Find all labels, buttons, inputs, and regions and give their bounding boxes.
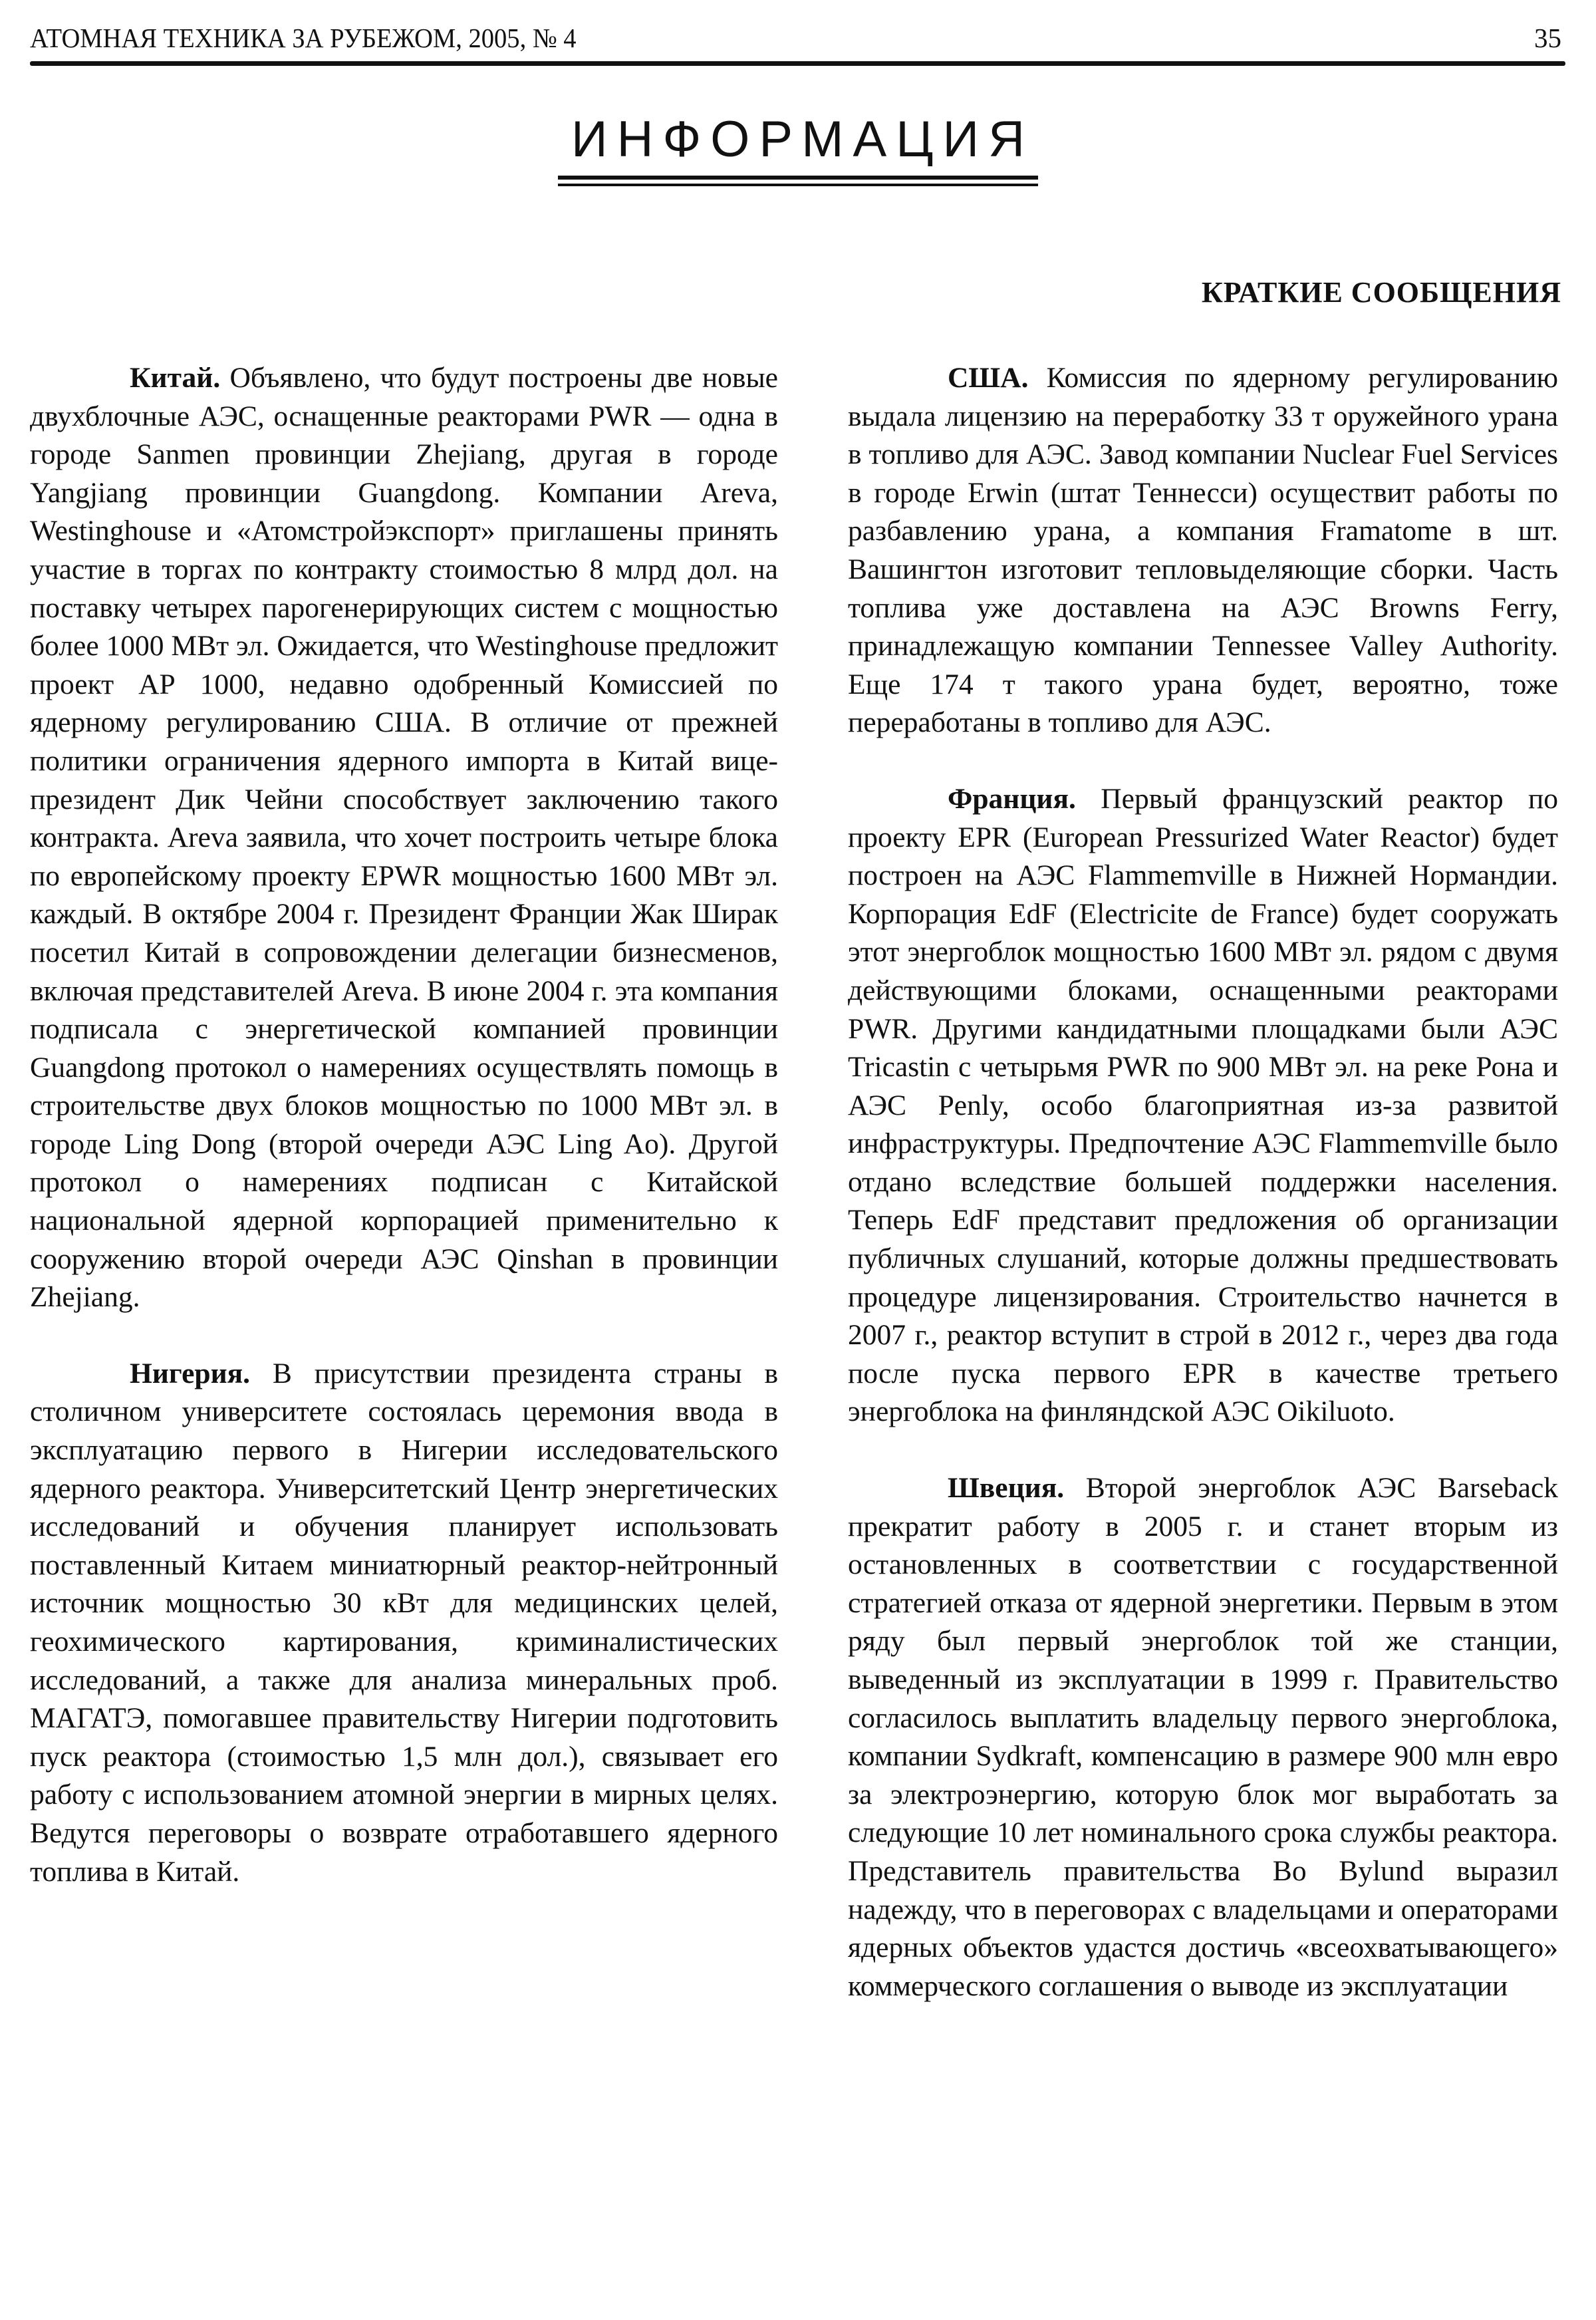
news-text: Комиссия по ядерному регулированию выдала лицензию на переработку 33 т оружейного урана в топливо для АЭС. Завод компании Nuclear Fuel Services в городе Erwin (штат Теннесси) осуществит работы по разбавлению урана, а компания Framatome в шт. Вашингтон изготовит тепловыделяющие сборки. Часть топлива уже доставлена на АЭС Browns Ferry, принадлежащую компании Tennessee Valley Authority. Еще 174 т такого урана будет, вероятно, тоже переработаны в топливо для АЭС.: [848, 362, 1558, 739]
news-country: Китай.: [130, 362, 221, 394]
news-item-china: [30, 359, 778, 1317]
news-text: В присутствии президента страны в столичном университете состоялась церемония ввода в эксплуатацию первого в Нигерии исследовательского ядерного реактора. Университетский Центр энергетических исследований и обучения планирует использовать поставленный Китаем миниатюрный реактор-нейтронный источник мощностью 30 кВт для медицинских целей, геохимического картирования, криминалистических исследований, а также для анализа минеральных проб. МАГАТЭ, помогавшее правительству Нигерии подготовить пуск реактора (стоимостью 1,5 млн дол.), связывает его работу с использованием атомной энергии в мирных целях. Ведутся переговоры о возврате отработавшего ядерного топлива в Китай.: [30, 1357, 778, 1888]
news-text: Первый французский реактор по проекту EPR (European Pressurized Water Reactor) будет построен на АЭС Flammemville в Нижней Нормандии. Корпорация EdF (Electricite de France) будет сооружать этот энергоблок мощностью 1600 МВт эл. рядом с двумя действующими блоками, оснащенными реакторами PWR. Другими кандидатными площадками были АЭС Tricastin с четырьмя PWR по 900 МВт эл. на реке Рона и АЭС Penly, особо благоприятная из-за развитой инфраструктуры. Предпочтение АЭС Flammemville было отдано вследствие большей поддержки населения. Теперь EdF представит предложения об организации публичных слушаний, которые должны предшествовать процедуре лицензирования. Строительство начнется в 2007 г., реактор вступит в строй в 2012 г., через два года после пуска первого EPR в качестве третьего энергоблока на финляндской АЭС Oikiluoto.: [848, 782, 1558, 1428]
news-country: Швеция.: [948, 1472, 1065, 1505]
news-item-france: [848, 780, 1558, 1431]
rubric-heading: КРАТКИЕ СООБЩЕНИЯ: [1201, 276, 1561, 309]
news-text: Второй энергоблок АЭС Barseback прекратит работу в 2005 г. и станет вторым из остановленных в соответствии с государственной стратегией отказа от ядерной энергетики. Первым в этом ряду был первый энергоблок той же станции, выведенный из эксплуатации в 1999 г. Правительство согласилось выплатить владельцу первого энергоблока, компании Sydkraft, компенсацию в размере 900 млн евро за электроэнергию, которую блок мог выработать за следующие 10 лет номинального срока службы реактора. Представитель правительства Bo Bylund выразил надежду, что в переговорах с владельцами и операторами ядерных объектов удастся достичь «всеохватывающего» коммерческого соглашения о выводе из эксплуатации: [848, 1472, 1558, 2002]
journal-title: АТОМНАЯ ТЕХНИКА ЗА РУБЕЖОМ, 2005, № 4: [30, 23, 577, 53]
left-column: [30, 359, 778, 1891]
section-title-text: ИНФОРМАЦИЯ: [558, 106, 1038, 180]
news-country: Франция.: [948, 782, 1076, 815]
news-country: США.: [948, 362, 1029, 394]
right-column: [848, 359, 1558, 2005]
news-item-nigeria: [30, 1355, 778, 1891]
header-rule: [30, 61, 1565, 66]
page-number: 35: [1534, 23, 1561, 53]
news-item-usa: [848, 359, 1558, 742]
news-item-sweden: [848, 1469, 1558, 2005]
section-title: [0, 106, 1596, 180]
news-text: Объявлено, что будут построены две новые двухблочные АЭС, оснащенные реакторами PWR — одна в городе Sanmen провинции Zhejiang, другая в городе Yangjiang провинции Guangdong. Компании Areva, Westinghouse и «Атомстройэкспорт» приглашены принять участие в торгах по контракту стоимостью 8 млрд дол. на поставку четырех парогенерирующих систем с мощностью более 1000 МВт эл. Ожидается, что Westinghouse предложит проект АР 1000, недавно одобренный Комиссией по ядерному регулированию США. В отличие от прежней политики ограничения ядерного импорта в Китай вице-президент Дик Чейни способствует заключению такого контракта. Areva заявила, что хочет построить четыре блока по европейскому проекту EPWR мощностью 1600 МВт эл. каждый. В октябре 2004 г. Президент Франции Жак Ширак посетил Китай в сопровождении делегации бизнесменов, включая представителей Areva. В июне 2004 г. эта компания подписала с энергетической компанией провинции Guangdong протокол о намерениях осуществлять помощь в строительстве двух блоков мощностью по 1000 МВт эл. в городе Ling Dong (второй очереди АЭС Ling Ao). Другой протокол о намерениях подписан с Китайской национальной ядерной корпорацией применительно к сооружению второй очереди АЭС Qinshan в провинции Zhejiang.: [30, 362, 778, 1314]
news-country: Нигерия.: [130, 1357, 251, 1389]
